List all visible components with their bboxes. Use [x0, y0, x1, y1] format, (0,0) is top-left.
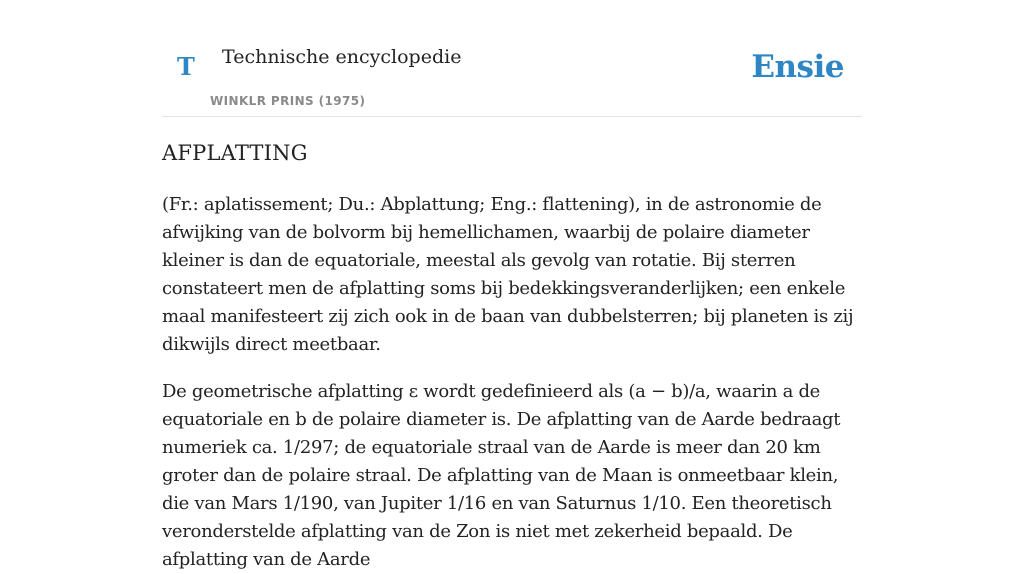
encyclopedia-title-link[interactable]: Technische encyclopedie	[222, 46, 462, 68]
article-paragraph: De geometrische afplatting ε wordt gedefinieerd als (a − b)/a, waarin a de equatoriale en b de polaire diameter is. De afplatting van de Aarde bedraagt numeriek ca. 1/297; de equatoriale straal van de Aarde is meer dan 20 km groter dan de polaire straal. De afplatting van de Maan is onmeetbaar klein, die van Mars 1/190, van Jupiter 1/16 en van Saturnus 1/10. Een theoretisch veronderstelde afplatting van de Zon is niet met zekerheid bepaald. De afplatting van de Aarde	[162, 381, 841, 571]
brand-logo-link[interactable]: Ensie	[751, 49, 844, 85]
site-header	[162, 0, 862, 117]
article	[162, 140, 862, 574]
article-title: AFPLATTING	[162, 141, 308, 165]
source-label: WINKLR PRINS (1975)	[210, 94, 366, 108]
encyclopedia-logo-icon[interactable]: T	[177, 52, 195, 81]
article-paragraph: (Fr.: aplatissement; Du.: Abplattung; Eng.: flattening), in de astronomie de afwijking van de bolvorm bij hemellichamen, waarbij de polaire diameter kleiner is dan de equatoriale, meestal als gevolg van rotatie. Bij sterren constateert men de afplatting soms bij bedekkingsveranderlijken; een enkele maal manifesteert zij zich ook in de baan van dubbelsterren; bij planeten is zij dikwijls direct meetbaar.	[162, 194, 854, 356]
